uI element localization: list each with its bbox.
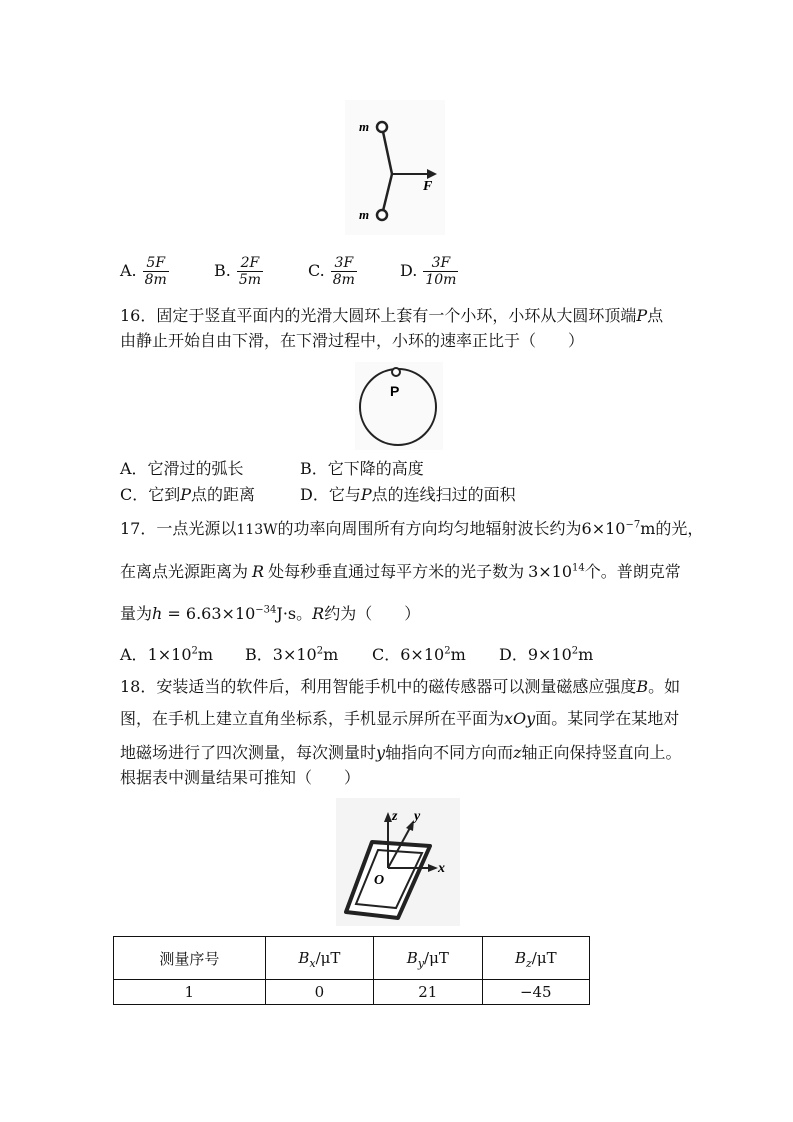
table-header-cell: $B_y/\mu T$ bbox=[374, 937, 482, 980]
q17-option-a: A．$1\times 10^2m$ bbox=[120, 645, 214, 664]
phone-axes-diagram bbox=[336, 798, 460, 926]
q16-stem-line2: 由静止开始自由下滑，在下滑过程中，小环的速率正比于（ ） bbox=[120, 331, 585, 350]
measurement-table bbox=[113, 936, 590, 1005]
q17-stem-line3: 量为$h = 6.63\times 10^{-34}J\cdot s$。R约为（ ） bbox=[120, 604, 421, 623]
axis-x-label: x bbox=[438, 861, 445, 876]
origin-label: O bbox=[374, 873, 385, 888]
q15-option-a: A. $\frac{5F}{8m}$ bbox=[120, 255, 167, 288]
table-header-row bbox=[114, 937, 590, 980]
q17-stem-line1: 17．一点光源以113W的功率向周围所有方向均匀地辐射波长约为$6\times 10^{-7}m$的光， bbox=[120, 519, 704, 538]
table-cell: 21 bbox=[374, 980, 482, 1005]
q15-option-b: B. $\frac{2F}{5m}$ bbox=[214, 255, 262, 288]
mass-top-label: m bbox=[359, 119, 370, 134]
mass-bottom-label: m bbox=[359, 207, 370, 222]
forces-diagram bbox=[345, 100, 445, 235]
q16-option-c: C．它到P点的距离 bbox=[120, 485, 256, 504]
axis-y-label: y bbox=[414, 809, 421, 824]
table-cell: −45 bbox=[482, 980, 589, 1005]
table-cell: 1 bbox=[114, 980, 266, 1005]
table-header-cell: $B_x/\mu T$ bbox=[265, 937, 373, 980]
q18-stem-line4: 根据表中测量结果可推知（ ） bbox=[120, 768, 361, 787]
q17-option-d: D．$9\times 10^2m$ bbox=[499, 645, 594, 664]
q17-option-b: B．$3\times 10^2m$ bbox=[245, 645, 339, 664]
q16-stem-line1: 16．固定于竖直平面内的光滑大圆环上套有一个小环，小环从大圆环顶端P点 bbox=[120, 306, 664, 325]
q18-stem-line1: 18．安装适当的软件后，利用智能手机中的磁传感器可以测量磁感应强度B。如 bbox=[120, 677, 681, 696]
axis-z-label: z bbox=[392, 809, 398, 824]
q15-option-c: C. $\frac{3F}{8m}$ bbox=[308, 255, 355, 288]
force-label: F bbox=[423, 179, 433, 194]
table-row bbox=[114, 980, 590, 1005]
q18-stem-line2: 图，在手机上建立直角坐标系，手机显示屏所在平面为xOy面。某同学在某地对 bbox=[120, 709, 680, 728]
q18-stem-line3: 地磁场进行了四次测量，每次测量时y轴指向不同方向而z轴正向保持竖直向上。 bbox=[120, 743, 682, 762]
q17-stem-line2: 在离点光源距离为 R 处每秒垂直通过每平方米的光子数为 $3\times 10^{14}$个。普朗克常 bbox=[120, 562, 681, 581]
q16-option-a: A．它滑过的弧长 bbox=[120, 459, 244, 478]
q17-option-c: C．$6\times 10^2m$ bbox=[372, 645, 466, 664]
ring-point-label: P bbox=[390, 383, 400, 399]
q16-option-d: D．它与P点的连线扫过的面积 bbox=[300, 485, 516, 504]
q15-option-d: D. $\frac{3F}{10m}$ bbox=[400, 255, 457, 288]
table-header-cell: 测量序号 bbox=[114, 937, 266, 980]
table-header-cell: $B_z/\mu T$ bbox=[482, 937, 589, 980]
q16-option-b: B．它下降的高度 bbox=[300, 459, 424, 478]
table-cell: 0 bbox=[265, 980, 373, 1005]
ring-diagram bbox=[355, 362, 443, 450]
